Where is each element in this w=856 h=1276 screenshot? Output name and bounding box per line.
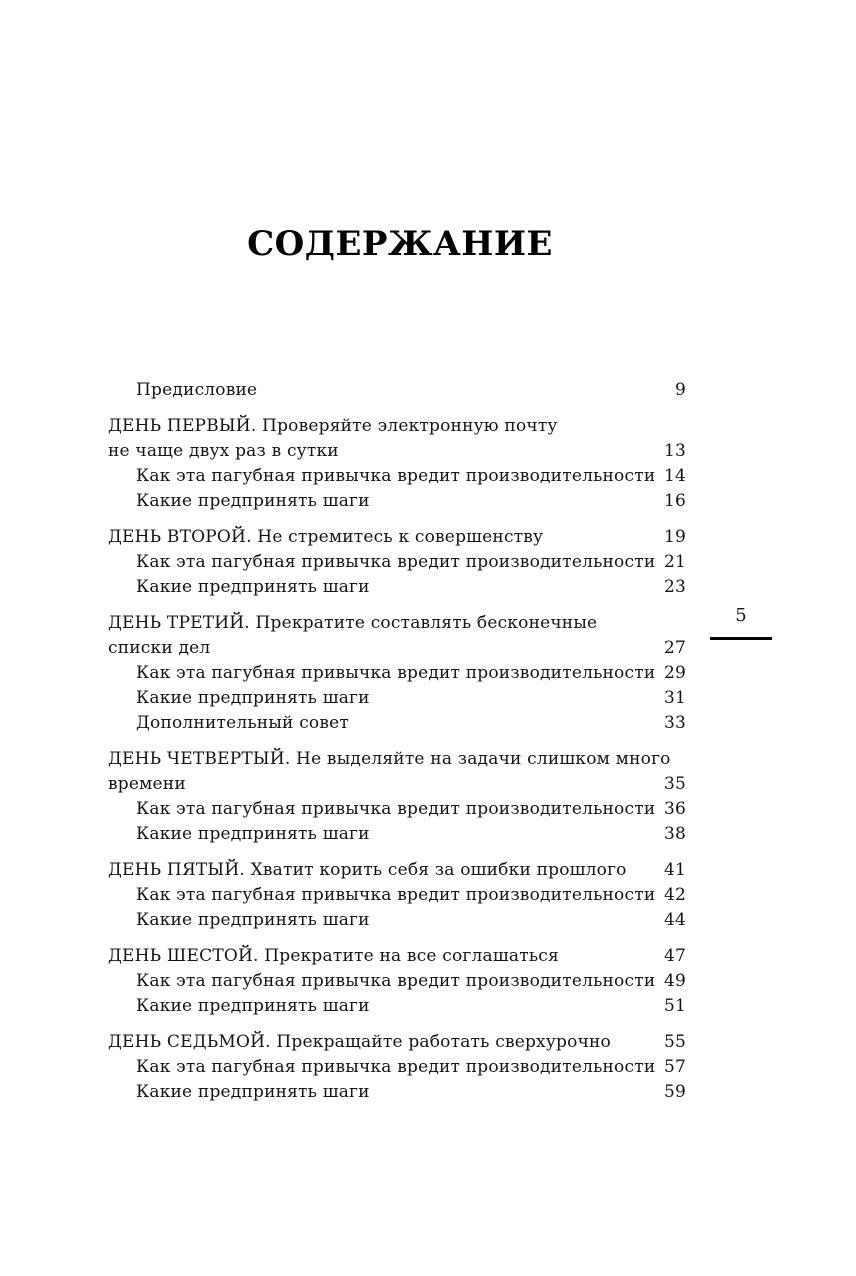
- toc-chapter-title: ДЕНЬ ВТОРОЙ. Не стремитесь к совершенству: [108, 527, 544, 547]
- toc-chapter-title: списки дел: [108, 638, 211, 658]
- toc-chapter-title: ДЕНЬ ТРЕТИЙ. Прекратите составлять бесконечные: [108, 613, 598, 633]
- toc-subentry-label: Какие предпринять шаги: [136, 577, 370, 597]
- page-title: СОДЕРЖАНИЕ: [247, 224, 553, 264]
- toc-subentry[interactable]: [108, 489, 686, 514]
- toc-chapter-title-line[interactable]: [108, 414, 686, 439]
- toc-subentry-page: 51: [663, 996, 686, 1016]
- toc-subentry-label: Какие предпринять шаги: [136, 688, 370, 708]
- toc-entry-preface[interactable]: [108, 378, 686, 403]
- toc-chapter-page: 47: [663, 946, 686, 966]
- toc-subentry[interactable]: [108, 797, 686, 822]
- toc-subentry-label: Какие предпринять шаги: [136, 1082, 370, 1102]
- toc-chapter-day-4: [108, 747, 686, 847]
- page-number: 5: [735, 605, 747, 626]
- toc-chapter-title-line[interactable]: [108, 1030, 686, 1055]
- toc-chapter-page: 19: [663, 527, 686, 547]
- toc-subentry[interactable]: [108, 908, 686, 933]
- toc-chapter-day-7: [108, 1030, 686, 1105]
- toc-chapter-title: времени: [108, 774, 186, 794]
- toc-subentry-page: 42: [663, 885, 686, 905]
- toc-subentry-label: Как эта пагубная привычка вредит производительности: [136, 552, 656, 572]
- page-number-rule: [710, 637, 772, 640]
- toc-subentry[interactable]: [108, 711, 686, 736]
- toc-subentry[interactable]: [108, 969, 686, 994]
- toc-subentry-page: 57: [663, 1057, 686, 1077]
- toc-chapter-title-line[interactable]: [108, 944, 686, 969]
- toc-chapter-page: 13: [663, 441, 686, 461]
- toc-chapter-page: 41: [663, 860, 686, 880]
- toc-chapter-title-line[interactable]: [108, 858, 686, 883]
- toc-entry-page: 9: [674, 380, 686, 400]
- toc-chapter-day-5: [108, 858, 686, 933]
- toc-subentry-page: 16: [663, 491, 686, 511]
- toc-subentry[interactable]: [108, 464, 686, 489]
- toc-chapter-page: 27: [663, 638, 686, 658]
- toc-subentry-page: 44: [663, 910, 686, 930]
- toc-subentry-page: 29: [663, 663, 686, 683]
- toc-subentry-label: Какие предпринять шаги: [136, 824, 370, 844]
- toc-entry-label: Предисловие: [136, 380, 258, 400]
- toc-chapter-title-line[interactable]: [108, 747, 686, 772]
- toc-chapter-day-6: [108, 944, 686, 1019]
- toc-subentry[interactable]: [108, 686, 686, 711]
- toc-chapter-title-line[interactable]: [108, 525, 686, 550]
- toc-subentry[interactable]: [108, 661, 686, 686]
- toc-subentry-page: 23: [663, 577, 686, 597]
- toc-chapter-title-line[interactable]: [108, 772, 686, 797]
- toc-subentry-label: Какие предпринять шаги: [136, 996, 370, 1016]
- toc-subentry[interactable]: [108, 550, 686, 575]
- toc-chapter-title-line[interactable]: [108, 636, 686, 661]
- toc-subentry-page: 31: [663, 688, 686, 708]
- table-of-contents: [108, 378, 686, 1105]
- toc-chapter-page: 35: [663, 774, 686, 794]
- toc-subentry-page: 33: [663, 713, 686, 733]
- toc-subentry-label: Как эта пагубная привычка вредит производительности: [136, 663, 656, 683]
- toc-chapter-title: ДЕНЬ СЕДЬМОЙ. Прекращайте работать сверхурочно: [108, 1032, 611, 1052]
- toc-chapter-day-2: [108, 525, 686, 600]
- toc-chapter-title: ДЕНЬ ШЕСТОЙ. Прекратите на все соглашаться: [108, 946, 559, 966]
- toc-subentry[interactable]: [108, 575, 686, 600]
- toc-chapter-title: не чаще двух раз в сутки: [108, 441, 339, 461]
- toc-chapter-title-line[interactable]: [108, 611, 686, 636]
- toc-subentry-label: Дополнительный совет: [136, 713, 349, 733]
- toc-subentry[interactable]: [108, 1080, 686, 1105]
- toc-subentry[interactable]: [108, 883, 686, 908]
- toc-subentry-label: Какие предпринять шаги: [136, 910, 370, 930]
- toc-subentry-page: 14: [663, 466, 686, 486]
- toc-chapter-title-line[interactable]: [108, 439, 686, 464]
- toc-subentry-label: Как эта пагубная привычка вредит производительности: [136, 1057, 656, 1077]
- toc-chapter-title: ДЕНЬ ЧЕТВЕРТЫЙ. Не выделяйте на задачи слишком много: [108, 749, 671, 769]
- toc-subentry[interactable]: [108, 822, 686, 847]
- toc-chapter-title: ДЕНЬ ПЯТЫЙ. Хватит корить себя за ошибки прошлого: [108, 860, 627, 880]
- toc-subentry-page: 49: [663, 971, 686, 991]
- toc-subentry-page: 21: [663, 552, 686, 572]
- toc-chapter-page: 55: [663, 1032, 686, 1052]
- toc-subentry-label: Как эта пагубная привычка вредит производительности: [136, 799, 656, 819]
- toc-chapter-day-1: [108, 414, 686, 514]
- toc-subentry-page: 38: [663, 824, 686, 844]
- toc-subentry-label: Какие предпринять шаги: [136, 491, 370, 511]
- toc-subentry-label: Как эта пагубная привычка вредит производительности: [136, 971, 656, 991]
- toc-chapter-title: ДЕНЬ ПЕРВЫЙ. Проверяйте электронную почту: [108, 416, 558, 436]
- toc-subentry-page: 36: [663, 799, 686, 819]
- toc-subentry[interactable]: [108, 1055, 686, 1080]
- toc-subentry-label: Как эта пагубная привычка вредит производительности: [136, 885, 656, 905]
- toc-subentry[interactable]: [108, 994, 686, 1019]
- toc-subentry-label: Как эта пагубная привычка вредит производительности: [136, 466, 656, 486]
- toc-subentry-page: 59: [663, 1082, 686, 1102]
- toc-chapter-day-3: [108, 611, 686, 736]
